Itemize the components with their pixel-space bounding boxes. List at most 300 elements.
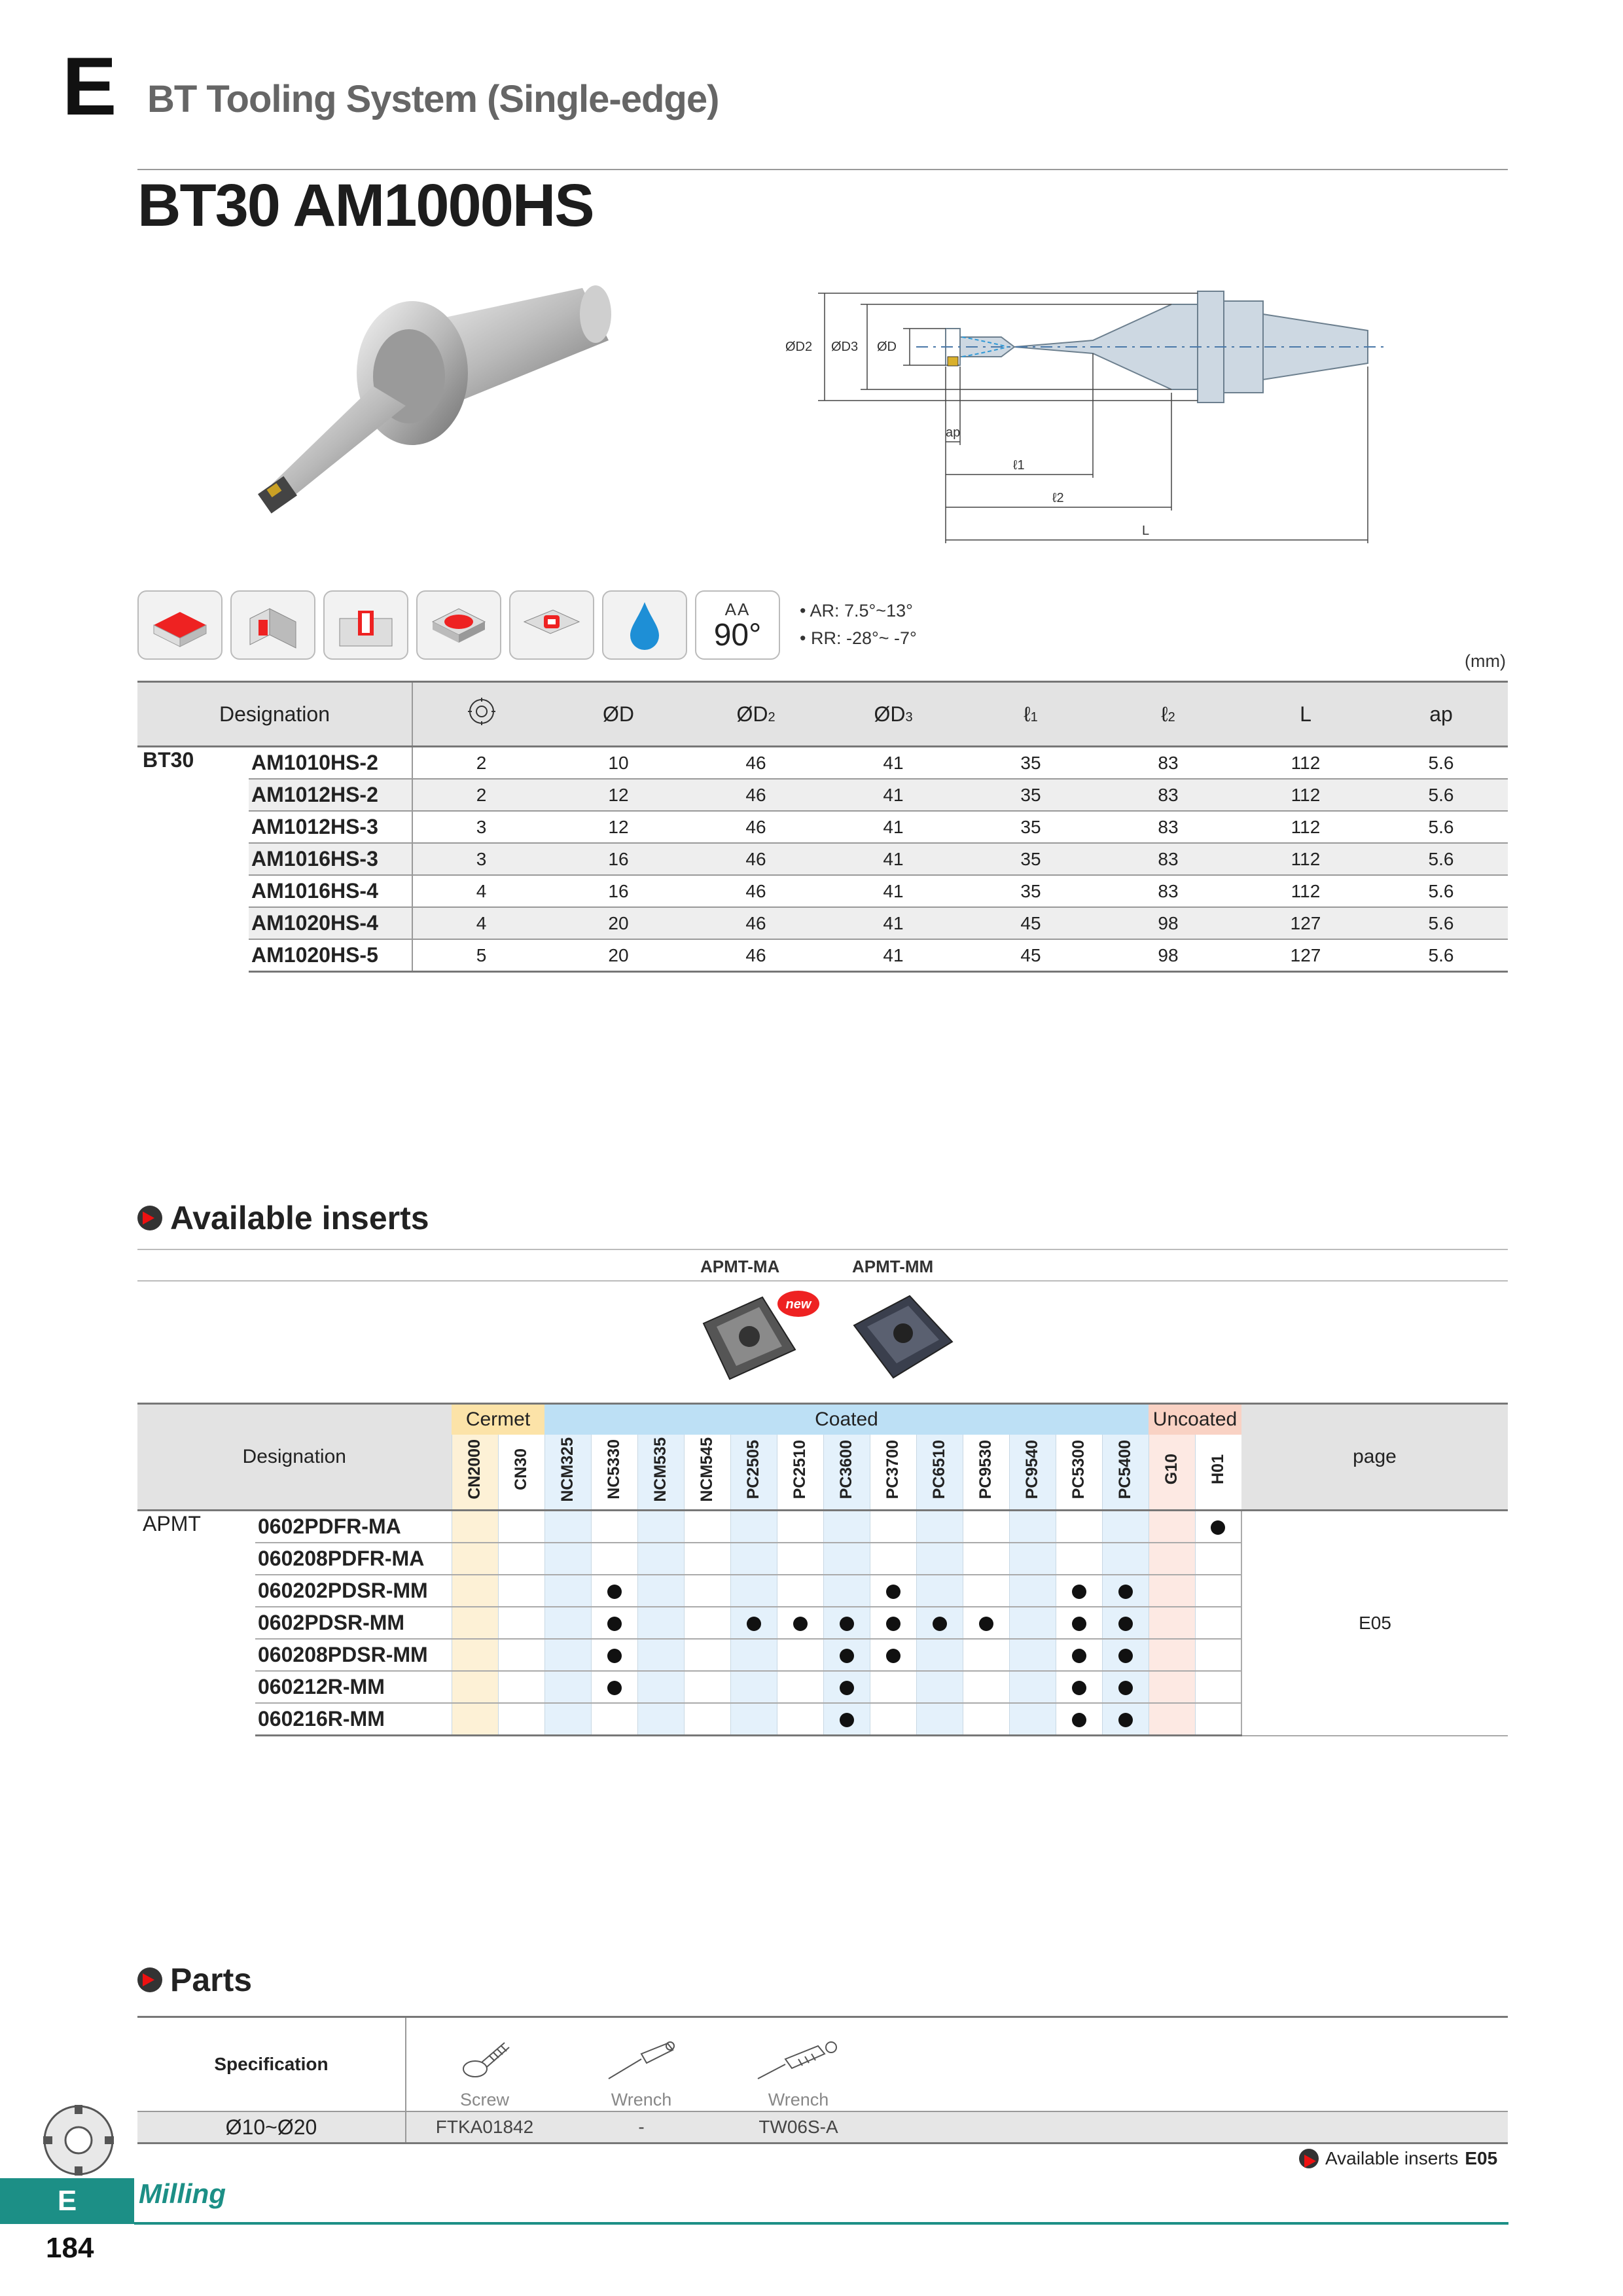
- spec-cell-ap: 5.6: [1374, 907, 1508, 939]
- grade-cell: [1056, 1671, 1102, 1703]
- spec-cell-d2: 46: [687, 875, 825, 907]
- grade-cell: [777, 1639, 823, 1671]
- grade-cell: [870, 1575, 916, 1607]
- ramping-icon: [509, 590, 594, 660]
- grade-cell: [916, 1703, 963, 1736]
- grade-cell: [637, 1703, 684, 1736]
- grade-header: NC5330: [591, 1435, 637, 1511]
- grade-cell: [544, 1543, 591, 1575]
- pocketing-icon: [416, 590, 501, 660]
- wrench-1-value: -: [563, 2111, 720, 2144]
- insert-designation: 0602PDSR-MM: [255, 1607, 452, 1639]
- grade-cell: [823, 1639, 870, 1671]
- parts-table: [137, 2016, 1508, 2144]
- grade-cell: [1195, 1575, 1241, 1607]
- availability-dot-icon: [607, 1681, 622, 1695]
- spec-cell-z: 4: [412, 907, 550, 939]
- spec-cell-ap: 5.6: [1374, 875, 1508, 907]
- page-number: 184: [46, 2232, 94, 2264]
- grade-header: PC3700: [870, 1435, 916, 1511]
- grade-cell: [498, 1639, 544, 1671]
- approach-angle-value: 90°: [713, 617, 762, 653]
- spec-cell-ap: 5.6: [1374, 811, 1508, 843]
- grade-cell: [870, 1607, 916, 1639]
- spec-cell-z: 2: [412, 779, 550, 811]
- grade-cell: [591, 1639, 637, 1671]
- grade-cell: [684, 1607, 730, 1639]
- spec-cell-l1: 35: [962, 779, 1099, 811]
- grade-cell: [684, 1575, 730, 1607]
- availability-dot-icon: [607, 1649, 622, 1663]
- grade-cell: [1009, 1671, 1056, 1703]
- arrow-bullet-icon: [137, 1967, 162, 1992]
- spec-cell-d: 16: [550, 843, 687, 875]
- grade-cell: [452, 1703, 498, 1736]
- grade-cell: [916, 1607, 963, 1639]
- grade-cell: [823, 1511, 870, 1543]
- grade-cell: [684, 1543, 730, 1575]
- spec-cell-d: 12: [550, 779, 687, 811]
- footer-ref-text: Available inserts: [1325, 2148, 1459, 2168]
- section-tab-line: [134, 2222, 1508, 2225]
- label-d3: ØD3: [831, 340, 859, 354]
- grade-header: CN30: [498, 1435, 544, 1511]
- spec-table-body: [137, 747, 1508, 972]
- grade-cell: [544, 1639, 591, 1671]
- grade-cell: [870, 1639, 916, 1671]
- grade-cell: [916, 1671, 963, 1703]
- grade-cell: [498, 1575, 544, 1607]
- grade-cell: [1056, 1607, 1102, 1639]
- spec-cell-ap: 5.6: [1374, 779, 1508, 811]
- spec-cell-z: 3: [412, 811, 550, 843]
- grade-cell: [591, 1511, 637, 1543]
- insert-group-label: APMT: [143, 1512, 201, 1535]
- spec-cell-d: 16: [550, 875, 687, 907]
- grade-cell: [1056, 1703, 1102, 1736]
- grade-cell: [870, 1543, 916, 1575]
- arrow-bullet-icon: [1299, 2149, 1319, 2168]
- grade-cell: [684, 1511, 730, 1543]
- grade-cell: [637, 1607, 684, 1639]
- availability-dot-icon: [933, 1617, 947, 1631]
- spec-cell-d: 10: [550, 747, 687, 780]
- grade-cell: [963, 1639, 1009, 1671]
- spec-cell-z: 2: [412, 747, 550, 780]
- spec-cell-L: 112: [1237, 779, 1374, 811]
- flutes-icon: [467, 696, 497, 726]
- grade-cell: [916, 1639, 963, 1671]
- spec-designation: AM1020HS-5: [249, 939, 412, 972]
- grade-cell: [777, 1543, 823, 1575]
- grade-cell: [963, 1703, 1009, 1736]
- spec-cell-d2: 46: [687, 843, 825, 875]
- grade-cell: [870, 1703, 916, 1736]
- tool-holder-photo: [242, 275, 622, 537]
- grade-cell: [498, 1511, 544, 1543]
- spec-designation: AM1012HS-3: [249, 811, 412, 843]
- grade-header: NCM535: [637, 1435, 684, 1511]
- insert-designation: 060212R-MM: [255, 1671, 452, 1703]
- grade-cell: [1102, 1607, 1149, 1639]
- inserts-divider-2: [137, 1280, 1508, 1282]
- availability-dot-icon: [1118, 1617, 1133, 1631]
- grade-cell: [870, 1671, 916, 1703]
- grade-cell: [916, 1575, 963, 1607]
- grade-cell: [730, 1671, 777, 1703]
- grade-cell: [823, 1703, 870, 1736]
- approach-angle-label: AA: [724, 599, 751, 619]
- spec-cell-l2: 83: [1099, 747, 1237, 780]
- grade-cell: [1195, 1671, 1241, 1703]
- availability-dot-icon: [1118, 1713, 1133, 1727]
- spec-cell-l1: 35: [962, 747, 1099, 780]
- spec-cell-z: 3: [412, 843, 550, 875]
- new-badge: new: [785, 1297, 812, 1312]
- wrench-icon: [602, 2039, 681, 2085]
- part-wrench-2: Wrench: [720, 2017, 877, 2112]
- grade-cell: [452, 1511, 498, 1543]
- spec-designation: AM1010HS-2: [249, 747, 412, 780]
- grade-cell: [916, 1511, 963, 1543]
- inserts-table: [137, 1403, 1508, 1736]
- spec-cell-l1: 35: [962, 843, 1099, 875]
- grade-cell: [1009, 1575, 1056, 1607]
- label-L: L: [1142, 524, 1150, 538]
- parts-spec-value: Ø10~Ø20: [137, 2111, 406, 2144]
- grade-cell: [637, 1639, 684, 1671]
- spec-row: [137, 747, 1508, 780]
- spec-cell-l2: 98: [1099, 939, 1237, 972]
- insert-image-mm: [844, 1286, 962, 1384]
- grade-header: G10: [1149, 1435, 1195, 1511]
- part-wrench-1: Wrench: [563, 2017, 720, 2112]
- availability-dot-icon: [1118, 1585, 1133, 1599]
- insert-designation: 060216R-MM: [255, 1703, 452, 1736]
- spec-cell-ap: 5.6: [1374, 939, 1508, 972]
- grade-cell: [1102, 1575, 1149, 1607]
- spec-cell-d: 20: [550, 939, 687, 972]
- grade-header: PC2505: [730, 1435, 777, 1511]
- coated-group-header: Coated: [544, 1404, 1149, 1435]
- availability-dot-icon: [1072, 1713, 1086, 1727]
- spec-cell-d: 20: [550, 907, 687, 939]
- grade-cell: [963, 1607, 1009, 1639]
- grade-cell: [730, 1543, 777, 1575]
- spec-row: [137, 939, 1508, 972]
- grade-header: PC3600: [823, 1435, 870, 1511]
- spec-cell-l2: 83: [1099, 779, 1237, 811]
- spec-table: [137, 681, 1508, 973]
- spec-row: [137, 843, 1508, 875]
- insert-row: [137, 1511, 1508, 1543]
- grade-header: PC9530: [963, 1435, 1009, 1511]
- grade-cell: [963, 1543, 1009, 1575]
- grade-cell: [1009, 1703, 1056, 1736]
- grade-cell: [591, 1543, 637, 1575]
- grade-cell: [1195, 1639, 1241, 1671]
- availability-dot-icon: [840, 1649, 854, 1663]
- spec-cell-l1: 45: [962, 939, 1099, 972]
- grade-cell: [637, 1575, 684, 1607]
- insert-type-label-mm: APMT-MM: [852, 1257, 934, 1276]
- grade-cell: [1149, 1639, 1195, 1671]
- spec-row: [137, 907, 1508, 939]
- availability-dot-icon: [607, 1617, 622, 1631]
- availability-dot-icon: [747, 1617, 761, 1631]
- grade-cell: [452, 1671, 498, 1703]
- approach-angle-box: [695, 590, 780, 660]
- label-l2: ℓ2: [1052, 491, 1064, 505]
- availability-dot-icon: [840, 1713, 854, 1727]
- grade-cell: [637, 1543, 684, 1575]
- section-name: Milling: [139, 2178, 226, 2209]
- availability-dot-icon: [1118, 1681, 1133, 1695]
- slotting-icon: [323, 590, 408, 660]
- spec-group-label: BT30: [143, 748, 194, 772]
- insert-designation: 060202PDSR-MM: [255, 1575, 452, 1607]
- spec-cell-z: 5: [412, 939, 550, 972]
- spec-cell-l2: 83: [1099, 875, 1237, 907]
- wrench-2-value: TW06S-A: [720, 2111, 877, 2144]
- grade-cell: [684, 1671, 730, 1703]
- spec-cell-d2: 46: [687, 747, 825, 780]
- grade-cell: [1102, 1639, 1149, 1671]
- grade-cell: [963, 1511, 1009, 1543]
- spec-cell-ap: 5.6: [1374, 747, 1508, 780]
- grade-cell: [591, 1607, 637, 1639]
- spec-cell-d2: 46: [687, 939, 825, 972]
- grade-cell: [1056, 1511, 1102, 1543]
- grade-header: H01: [1195, 1435, 1241, 1511]
- grade-cell: [1102, 1543, 1149, 1575]
- label-l1: ℓ1: [1013, 458, 1025, 473]
- spec-designation: AM1016HS-4: [249, 875, 412, 907]
- label-d: ØD: [877, 340, 897, 354]
- wrench-icon: [753, 2039, 844, 2085]
- availability-dot-icon: [793, 1617, 808, 1631]
- grade-cell: [730, 1575, 777, 1607]
- grade-cell: [1149, 1575, 1195, 1607]
- grade-cell: [637, 1671, 684, 1703]
- designation-header: Designation: [137, 682, 412, 747]
- grade-cell: [684, 1703, 730, 1736]
- grade-cell: [544, 1703, 591, 1736]
- grade-cell: [1056, 1639, 1102, 1671]
- grade-cell: [823, 1575, 870, 1607]
- section-title: BT Tooling System (Single-edge): [147, 78, 719, 120]
- grade-cell: [1009, 1639, 1056, 1671]
- spec-cell-d3: 41: [825, 779, 962, 811]
- insert-page-ref[interactable]: E05: [1241, 1511, 1508, 1736]
- ap-header: ap: [1374, 682, 1508, 747]
- grade-cell: [544, 1607, 591, 1639]
- grade-cell: [777, 1575, 823, 1607]
- grade-cell: [777, 1671, 823, 1703]
- spec-cell-d2: 46: [687, 779, 825, 811]
- spec-cell-d3: 41: [825, 875, 962, 907]
- grade-cell: [452, 1607, 498, 1639]
- spec-cell-l1: 45: [962, 907, 1099, 939]
- spec-row: [137, 779, 1508, 811]
- grade-cell: [963, 1575, 1009, 1607]
- coolant-icon: [602, 590, 687, 660]
- spec-cell-l2: 98: [1099, 907, 1237, 939]
- inserts-table-body: [137, 1511, 1508, 1736]
- d3-header: ØD3: [825, 682, 962, 747]
- grade-cell: [684, 1639, 730, 1671]
- grade-cell: [777, 1703, 823, 1736]
- grade-cell: [1009, 1511, 1056, 1543]
- grade-cell: [1009, 1543, 1056, 1575]
- shoulder-milling-icon: [230, 590, 315, 660]
- grade-cell: [730, 1703, 777, 1736]
- insert-image-ma: [690, 1284, 821, 1389]
- insert-designation: 060208PDFR-MA: [255, 1543, 452, 1575]
- availability-dot-icon: [886, 1585, 901, 1599]
- grade-cell: [823, 1607, 870, 1639]
- product-title: BT30 AM1000HS: [137, 172, 594, 239]
- availability-dot-icon: [886, 1617, 901, 1631]
- l1-header: ℓ1: [962, 682, 1099, 747]
- axial-rake-note: • AR: 7.5°~13°: [800, 601, 913, 620]
- spec-cell-L: 112: [1237, 747, 1374, 780]
- grade-cell: [1149, 1543, 1195, 1575]
- screw-value: FTKA01842: [406, 2111, 563, 2144]
- availability-dot-icon: [1072, 1649, 1086, 1663]
- grade-cell: [730, 1639, 777, 1671]
- grade-cell: [1149, 1671, 1195, 1703]
- unit-label: (mm): [1465, 651, 1506, 671]
- L-header: L: [1237, 682, 1374, 747]
- available-inserts-heading: Available inserts: [137, 1199, 429, 1237]
- face-milling-icon: [137, 590, 223, 660]
- grade-cell: [1009, 1607, 1056, 1639]
- grade-cell: [963, 1671, 1009, 1703]
- uncoated-group-header: Uncoated: [1149, 1404, 1241, 1435]
- grade-cell: [1102, 1703, 1149, 1736]
- grade-header: NCM325: [544, 1435, 591, 1511]
- availability-dot-icon: [607, 1585, 622, 1599]
- spec-cell-L: 127: [1237, 939, 1374, 972]
- grade-cell: [1056, 1543, 1102, 1575]
- grade-cell: [1195, 1543, 1241, 1575]
- spec-designation: AM1020HS-4: [249, 907, 412, 939]
- insert-designation: 060208PDSR-MM: [255, 1639, 452, 1671]
- spec-cell-ap: 5.6: [1374, 843, 1508, 875]
- spec-row: [137, 875, 1508, 907]
- spec-cell-l2: 83: [1099, 811, 1237, 843]
- grade-cell: [591, 1703, 637, 1736]
- section-tab: E: [0, 2178, 134, 2224]
- cermet-group-header: Cermet: [452, 1404, 544, 1435]
- spec-cell-d2: 46: [687, 907, 825, 939]
- grade-cell: [916, 1543, 963, 1575]
- availability-dot-icon: [1072, 1681, 1086, 1695]
- grade-cell: [637, 1511, 684, 1543]
- grade-cell: [1195, 1511, 1241, 1543]
- spec-cell-l2: 83: [1099, 843, 1237, 875]
- part-screw: Screw: [406, 2017, 563, 2112]
- spec-designation: AM1012HS-2: [249, 779, 412, 811]
- page-header: page: [1241, 1404, 1508, 1511]
- grade-cell: [1056, 1575, 1102, 1607]
- grade-cell: [591, 1671, 637, 1703]
- grade-cell: [498, 1607, 544, 1639]
- screw-icon: [455, 2033, 514, 2085]
- d2-header: ØD2: [687, 682, 825, 747]
- grade-cell: [1149, 1511, 1195, 1543]
- spec-cell-L: 112: [1237, 875, 1374, 907]
- header-divider: [137, 169, 1508, 170]
- label-ap: ap: [946, 425, 961, 440]
- grade-cell: [498, 1543, 544, 1575]
- grade-cell: [452, 1575, 498, 1607]
- availability-dot-icon: [840, 1681, 854, 1695]
- parts-row: [137, 2111, 1508, 2144]
- spec-cell-l1: 35: [962, 875, 1099, 907]
- grade-header: PC6510: [916, 1435, 963, 1511]
- grade-header: CN2000: [452, 1435, 498, 1511]
- grade-cell: [498, 1671, 544, 1703]
- grade-cell: [591, 1575, 637, 1607]
- grade-cell: [870, 1511, 916, 1543]
- radial-rake-note: • RR: -28°~ -7°: [800, 628, 917, 648]
- footer-reference[interactable]: [1299, 2148, 1497, 2169]
- spec-cell-d: 12: [550, 811, 687, 843]
- spec-cell-L: 112: [1237, 811, 1374, 843]
- spec-designation: AM1016HS-3: [249, 843, 412, 875]
- spec-cell-d3: 41: [825, 907, 962, 939]
- grade-cell: [1195, 1607, 1241, 1639]
- grade-cell: [730, 1511, 777, 1543]
- spec-cell-L: 112: [1237, 843, 1374, 875]
- grade-cell: [544, 1511, 591, 1543]
- grade-header: PC5400: [1102, 1435, 1149, 1511]
- availability-dot-icon: [840, 1617, 854, 1631]
- insert-designation-header: Designation: [137, 1404, 452, 1511]
- grade-cell: [730, 1607, 777, 1639]
- flutes-header: [412, 682, 550, 747]
- grade-cell: [452, 1543, 498, 1575]
- spec-row: [137, 811, 1508, 843]
- arrow-bullet-icon: [137, 1206, 162, 1230]
- grade-cell: [1149, 1607, 1195, 1639]
- spec-cell-z: 4: [412, 875, 550, 907]
- grade-cell: [498, 1703, 544, 1736]
- grade-cell: [1195, 1703, 1241, 1736]
- grade-cell: [823, 1543, 870, 1575]
- section-letter: E: [62, 41, 117, 132]
- spec-cell-d3: 41: [825, 747, 962, 780]
- availability-dot-icon: [1072, 1585, 1086, 1599]
- spec-cell-L: 127: [1237, 907, 1374, 939]
- dimension-drawing: [785, 275, 1440, 543]
- availability-dot-icon: [1072, 1617, 1086, 1631]
- grade-cell: [544, 1575, 591, 1607]
- spec-cell-d3: 41: [825, 843, 962, 875]
- grade-cell: [777, 1511, 823, 1543]
- spec-cell-l1: 35: [962, 811, 1099, 843]
- l2-header: ℓ2: [1099, 682, 1237, 747]
- grade-cell: [452, 1639, 498, 1671]
- rake-angle-notes: [800, 597, 917, 652]
- grade-cell: [544, 1671, 591, 1703]
- grade-header: PC2510: [777, 1435, 823, 1511]
- grade-cell: [1102, 1511, 1149, 1543]
- parts-heading: Parts: [137, 1961, 252, 1999]
- insert-type-label-ma: APMT-MA: [700, 1257, 780, 1276]
